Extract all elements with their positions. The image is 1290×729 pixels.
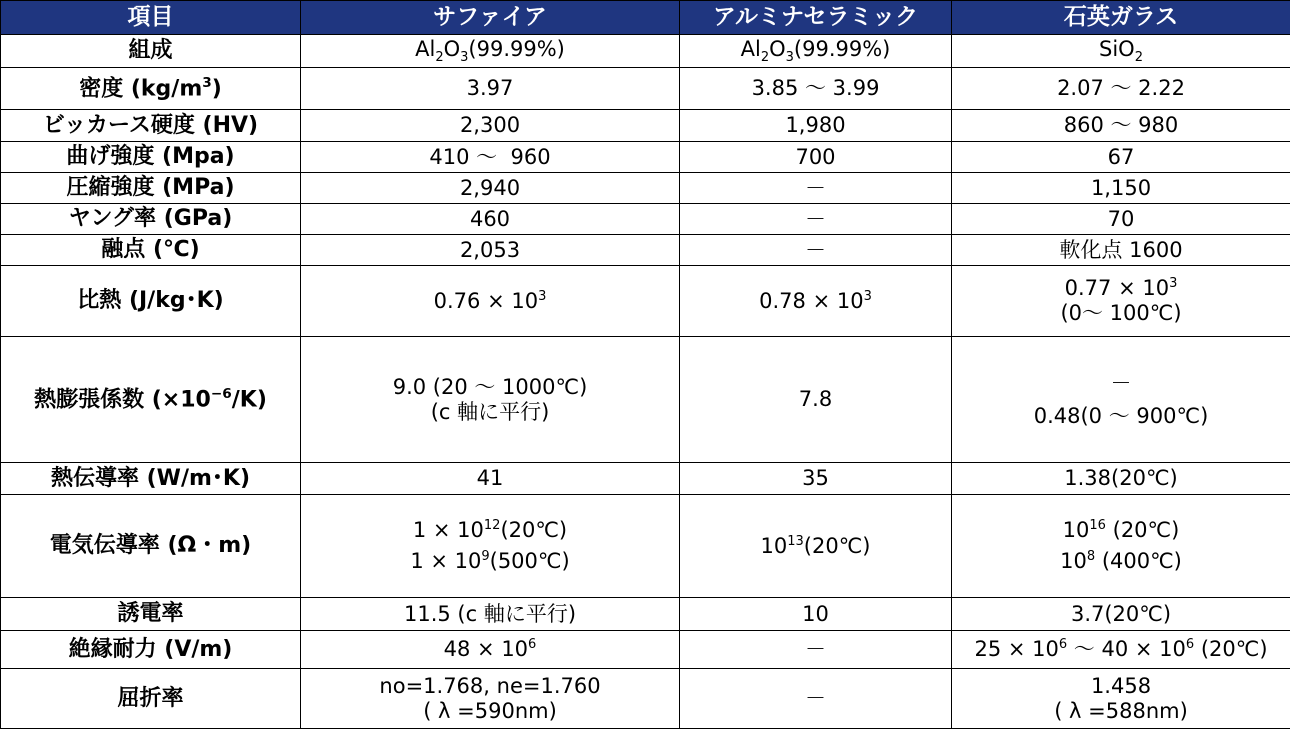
cell-thermal-conductivity-sapphire: 41 [301,463,680,495]
label-thermal-expansion: 熱膨張係数 $(\times 10^{-6}/K)$ [1,337,301,463]
row-vickers [1,110,1290,142]
label-dielectric: 誘電率 [1,598,301,631]
cell-dielectric-alumina: 10 [680,598,952,631]
header-row [1,1,1290,35]
label-specific-heat: 比熱 (J/kg･K) [1,266,301,337]
label-density: 密度 $(kg/m^3)$ [1,68,301,110]
cell-dielectric-quartz: 3.7(20℃) [952,598,1290,631]
cell-composition-sapphire: $Al_2O_3(99.99\%)$ [301,35,680,68]
cell-specific-heat-sapphire: $0.76 \times 10^3$ [301,266,680,337]
cell-compressive-sapphire: 2,940 [301,173,680,204]
cell-density-quartz: 2.07 ～ 2.22 [952,68,1290,110]
cell-vickers-sapphire: 2,300 [301,110,680,142]
label-refractive: 屈折率 [1,669,301,729]
cell-refractive-quartz: 1.458 ( λ =588nm) [952,669,1290,729]
label-thermal-conductivity: 熱伝導率 (W/m･K) [1,463,301,495]
header-alumina: アルミナセラミック [680,1,952,35]
row-dielectric [1,598,1290,631]
cell-refractive-alumina: － [680,669,952,729]
row-dielectric-strength [1,631,1290,669]
header-item: 項目 [1,1,301,35]
cell-density-alumina: 3.85 ～ 3.99 [680,68,952,110]
cell-young-quartz: 70 [952,204,1290,235]
cell-dielectric-sapphire: 11.5 (c 軸に平行) [301,598,680,631]
row-refractive [1,669,1290,729]
label-electrical: 電気伝導率 (Ω・m) [1,495,301,598]
label-young: ヤング率 (GPa) [1,204,301,235]
cell-vickers-alumina: 1,980 [680,110,952,142]
label-bending: 曲げ強度 (Mpa) [1,142,301,173]
cell-composition-quartz: SiO$_2$ [952,35,1290,68]
cell-specific-heat-quartz: $0.77 \times 10^3$ (0～ 100℃) [952,266,1290,337]
cell-composition-alumina: $Al_2O_3(99.99\%)$ [680,35,952,68]
cell-electrical-alumina: $10^{13}(20℃)$ [680,495,952,598]
header-sapphire: サファイア [301,1,680,35]
cell-dielectric-strength-alumina: － [680,631,952,669]
cell-dielectric-strength-sapphire: $48 \times 10^6$ [301,631,680,669]
cell-bending-quartz: 67 [952,142,1290,173]
cell-melting-sapphire: 2,053 [301,235,680,266]
row-young [1,204,1290,235]
cell-bending-sapphire: 410 ～ 960 [301,142,680,173]
cell-electrical-sapphire: $1 \times 10^{12}(20℃)$ $1 \times 10^9(500℃)$ [301,495,680,598]
header-quartz: 石英ガラス [952,1,1290,35]
cell-melting-quartz: 軟化点 1600 [952,235,1290,266]
label-vickers: ビッカース硬度 (HV) [1,110,301,142]
label-melting: 融点 (℃) [1,235,301,266]
cell-young-alumina: － [680,204,952,235]
label-dielectric-strength: 絶縁耐力 (V/m) [1,631,301,669]
row-bending [1,142,1290,173]
cell-thermal-conductivity-quartz: 1.38(20℃) [952,463,1290,495]
row-thermal-conductivity [1,463,1290,495]
cell-electrical-quartz: $10^{16}$ (20℃) $10^8$ (400℃) [952,495,1290,598]
cell-density-sapphire: 3.97 [301,68,680,110]
cell-refractive-sapphire: no=1.768, ne=1.760 ( λ =590nm) [301,669,680,729]
row-compressive [1,173,1290,204]
cell-thermal-expansion-alumina: 7.8 [680,337,952,463]
row-thermal-expansion [1,337,1290,463]
cell-thermal-conductivity-alumina: 35 [680,463,952,495]
row-electrical [1,495,1290,598]
row-melting [1,235,1290,266]
cell-young-sapphire: 460 [301,204,680,235]
cell-thermal-expansion-quartz: － 0.48(0 ～ 900℃) [952,337,1290,463]
row-specific-heat [1,266,1290,337]
cell-compressive-alumina: － [680,173,952,204]
label-compressive: 圧縮強度 (MPa) [1,173,301,204]
row-density [1,68,1290,110]
label-composition: 組成 [1,35,301,68]
cell-bending-alumina: 700 [680,142,952,173]
cell-specific-heat-alumina: $0.78 \times 10^3$ [680,266,952,337]
cell-compressive-quartz: 1,150 [952,173,1290,204]
cell-dielectric-strength-quartz: $25 \times 10^6$ ～ $40 \times 10^6$ (20℃) [952,631,1290,669]
cell-thermal-expansion-sapphire: 9.0 (20 ～ 1000℃) (c 軸に平行) [301,337,680,463]
cell-vickers-quartz: 860 ～ 980 [952,110,1290,142]
cell-melting-alumina: － [680,235,952,266]
row-composition [1,35,1290,68]
